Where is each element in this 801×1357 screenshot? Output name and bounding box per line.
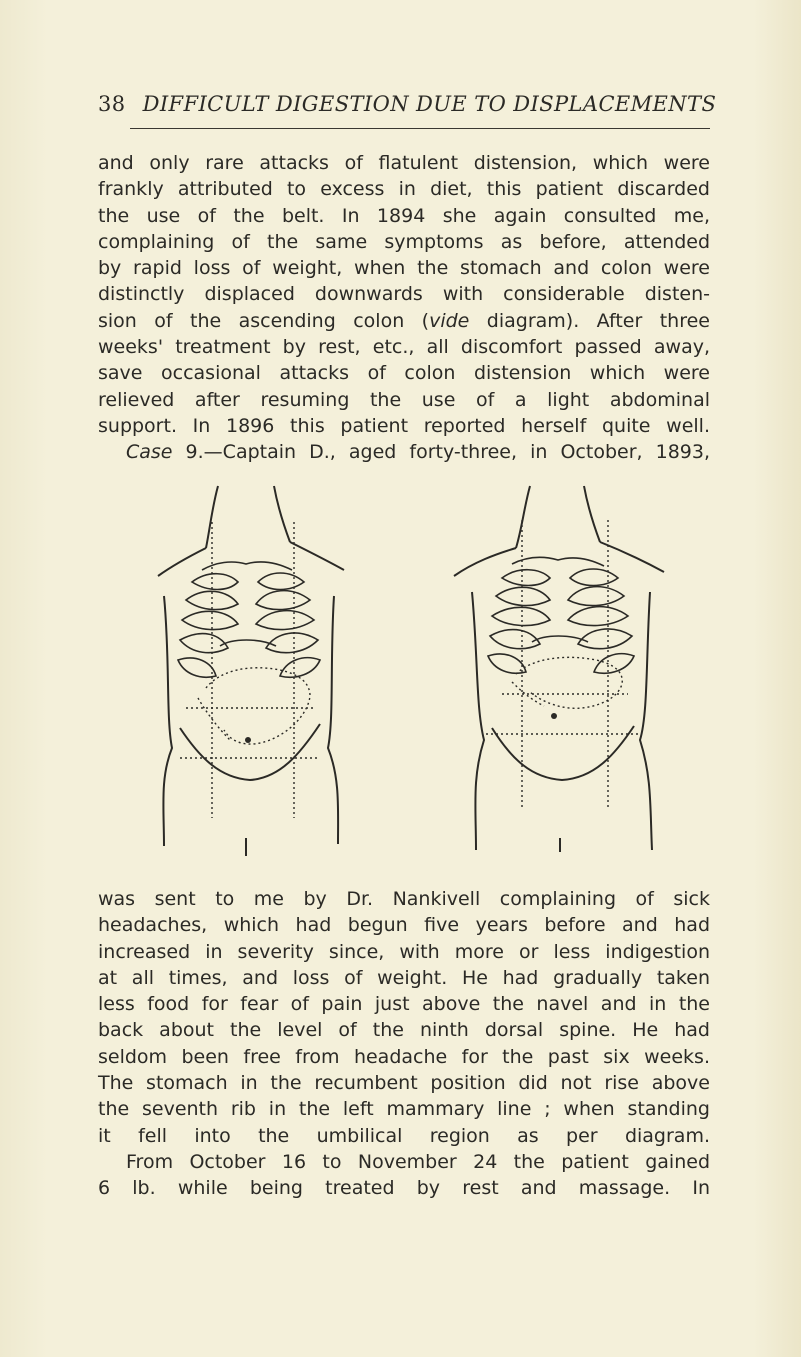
navel-marker [551, 713, 557, 719]
text-line: The stomach in the recumbent position did not rise above [98, 1072, 710, 1095]
text-line: less food for fear of pain just above the navel and in the [98, 993, 710, 1016]
text-line: increased in severity since, with more or less indigestion [98, 940, 710, 963]
text-line: From October 16 to November 24 the patient gained [126, 1150, 710, 1173]
text-line: weeks' treatment by rest, etc., all discomfort passed away, [98, 336, 710, 359]
case-text: 9.—Captain D., aged forty-three, in October, 1893, [172, 441, 710, 464]
colon-outline [198, 698, 230, 740]
torso-outline-icon [432, 478, 672, 870]
torso-diagram-recumbent [120, 478, 360, 870]
header-rule [130, 128, 710, 129]
stomach-outline [516, 657, 622, 708]
torso-outline-icon [120, 478, 360, 870]
text-line: complaining of the same symptoms as before, attended [98, 230, 710, 253]
page-header [98, 92, 717, 122]
neck-line [274, 486, 290, 542]
neck-line [516, 486, 530, 548]
navel-marker [245, 737, 251, 743]
text-line: save occasional attacks of colon distension which were [98, 362, 710, 385]
text-line: 6 lb. while being treated by rest and massage. In [98, 1177, 710, 1200]
neck-line [584, 486, 600, 542]
text-line [98, 308, 710, 334]
text-line: and only rare attacks of flatulent distension, which were [98, 152, 710, 174]
paragraph-top [98, 150, 710, 466]
body-side [163, 596, 172, 846]
shoulder-line [290, 542, 344, 570]
pelvis-line [180, 724, 320, 780]
text-line: frankly attributed to excess in diet, this patient discarded [98, 178, 710, 201]
torso-diagram-standing [432, 478, 672, 870]
body-side [472, 592, 484, 850]
text-line: back about the level of the ninth dorsal spine. He had [98, 1019, 710, 1042]
text-line: distinctly displaced downwards with considerable disten- [98, 283, 710, 306]
case-line [98, 439, 710, 465]
shoulder-line [600, 542, 664, 572]
running-title: DIFFICULT DIGESTION DUE TO DISPLACEMENTS [142, 92, 717, 116]
text-fragment: diagram). After three [469, 309, 710, 332]
text-fragment: sion of the ascending colon ( [98, 309, 430, 332]
text-line: support. In 1896 this patient reported herself quite well. [98, 414, 710, 437]
text-line: the use of the belt. In 1894 she again consulted me, [98, 204, 710, 227]
body-side [328, 596, 338, 844]
shoulder-line [454, 548, 516, 576]
text-line: relieved after resuming the use of a light abdominal [98, 388, 710, 411]
shoulder-line [158, 548, 206, 576]
text-line: at all times, and loss of weight. He had gradually taken [98, 966, 710, 989]
text-line: was sent to me by Dr. Nankivell complaining of sick [98, 888, 710, 910]
text-line: the seventh rib in the left mammary line ; when standing [98, 1098, 710, 1121]
text-line: headaches, which had begun five years before and had [98, 914, 710, 937]
vide-italic: vide [429, 309, 470, 332]
case-label: Case [126, 441, 173, 464]
body-side [640, 592, 652, 850]
page-number: 38 [98, 92, 126, 116]
text-line: it fell into the umbilical region as per diagram. [98, 1124, 710, 1147]
text-line: by rapid loss of weight, when the stomach and colon were [98, 257, 710, 280]
text-line: seldom been free from headache for the past six weeks. [98, 1045, 710, 1068]
paragraph-bottom [98, 886, 710, 1202]
